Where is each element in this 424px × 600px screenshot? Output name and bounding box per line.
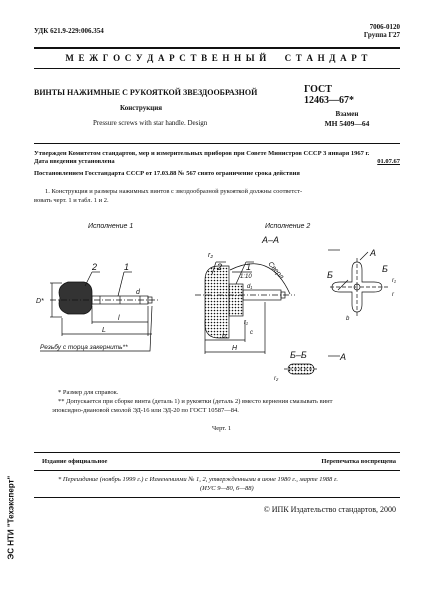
reissue-note-line-2: (ИУС 9—80, 6—88) — [200, 485, 254, 492]
banner-bottom-rule — [34, 68, 400, 69]
part-label-2-execution-1: 2 — [92, 262, 98, 272]
section-mark-a-bottom: А — [340, 352, 347, 362]
standard-subtitle: Конструкция — [120, 104, 163, 112]
dim-H: H — [232, 345, 238, 352]
reissue-note-line-1: * Переиздание (ноябрь 1999 г.) с Изменениями № 1, 2, утвержденными в июне 1980 г., марте 1988 г. — [58, 476, 338, 483]
effective-date-label: Дата введения установлена — [34, 158, 115, 165]
english-title: Pressure screws with star handle. Design — [93, 119, 208, 127]
replaces-label: Взамен — [335, 110, 359, 118]
banner-top-rule — [34, 47, 400, 49]
gost-label: ГОСТ — [304, 84, 332, 95]
footnote-2-line-1: ** Допускается при сборке винта (деталь 1) и рукоятки (деталь 2) вместо кернения смазывать винт — [58, 398, 333, 405]
execution-1-label: Исполнение 1 — [88, 223, 134, 230]
footer-rule-mid — [34, 470, 400, 471]
title-bottom-rule — [34, 143, 400, 144]
standard-title: ВИНТЫ НАЖИМНЫЕ С РУКОЯТКОЙ ЗВЕЗДООБРАЗНОЙ — [34, 88, 258, 97]
document-code: 7006-0120 — [369, 23, 400, 31]
footnote-2-line-2: эпоксидно-диановой смолой ЭД-16 или ЭД-20 по ГОСТ 10587—84. — [52, 407, 239, 414]
dim-small-d: d — [136, 289, 140, 296]
dim-h: h — [222, 333, 226, 340]
copyright: © ИПК Издательство стандартов, 2000 — [263, 505, 396, 514]
section-mark-b-right: Б — [382, 264, 388, 274]
gost-number: 12463—67* — [304, 95, 354, 106]
reprint-forbidden: Перепечатка воспрещена — [321, 458, 396, 465]
paragraph-1-line-1: 1. Конструкция и размеры нажимных винтов с звездообразной рукояткой должны соответст- — [45, 188, 303, 195]
knob-execution-1 — [59, 282, 92, 314]
label-b-star: b — [346, 316, 350, 322]
term-limit-removed: Постановлением Госстандарта СССР от 17.03.88 № 567 снято ограничение срока действия — [34, 170, 300, 177]
label-r1: r₁ — [244, 320, 248, 326]
section-mark-b-left: Б — [327, 270, 333, 280]
label-r2-b: r₂ — [274, 376, 279, 382]
drawing-chert-1 — [0, 210, 424, 385]
figure-caption: Черт. 1 — [212, 425, 232, 432]
label-c: c — [250, 330, 253, 336]
execution-2-label: Исполнение 2 — [265, 223, 311, 230]
paragraph-1-line-2: вовать черт. 1 и табл. 1 и 2. — [34, 197, 109, 204]
section-bb-label: Б–Б — [290, 350, 307, 360]
dim-L: L — [102, 327, 106, 334]
knob-execution-2-section — [205, 266, 229, 338]
label-svert: Сверл — [266, 260, 285, 281]
part-label-1-execution-1: 1 — [124, 262, 130, 272]
standard-banner: М Е Ж Г О С У Д А Р С Т В Е Н Н Ы Й С Т А Н Д А Р Т — [65, 53, 369, 63]
replaced-standard: МН 5409—64 — [324, 119, 370, 128]
footer-rule-top — [34, 452, 400, 453]
part-label-1-execution-2: 1 — [246, 262, 252, 272]
footnote-1: * Размер для справок. — [58, 389, 119, 396]
dim-l: l — [118, 315, 120, 322]
effective-date: 01.07.67 — [377, 158, 400, 165]
approval-line: Утвержден Комитетом стандартов, мер и измерительных приборов при Совете Министров СССР 3 января 1967 г. — [34, 150, 370, 157]
label-d1: d₁ — [247, 284, 253, 290]
label-r2-a: r₂ — [208, 252, 214, 259]
part-label-2-execution-2: 2 — [217, 262, 223, 272]
side-stamp: ЭС НТИ "Техэксперт" — [6, 475, 16, 560]
group-code: Группа Г27 — [363, 31, 400, 39]
thread-note: Резьбу с торца закернить** — [40, 344, 128, 351]
label-r-star: r — [392, 292, 394, 298]
udk-code: УДК 621.9-229:006.354 — [34, 27, 104, 35]
dim-d-star: D* — [36, 298, 44, 305]
section-mark-a-top: А — [370, 248, 377, 258]
gost-block — [297, 84, 397, 129]
footer-rule-bottom — [34, 497, 400, 498]
label-r1-star: r₁ — [392, 278, 396, 284]
section-aa-label: А–А — [262, 235, 280, 245]
official-edition: Издание официальное — [42, 458, 108, 465]
taper-ratio: 1:10 — [240, 274, 252, 280]
